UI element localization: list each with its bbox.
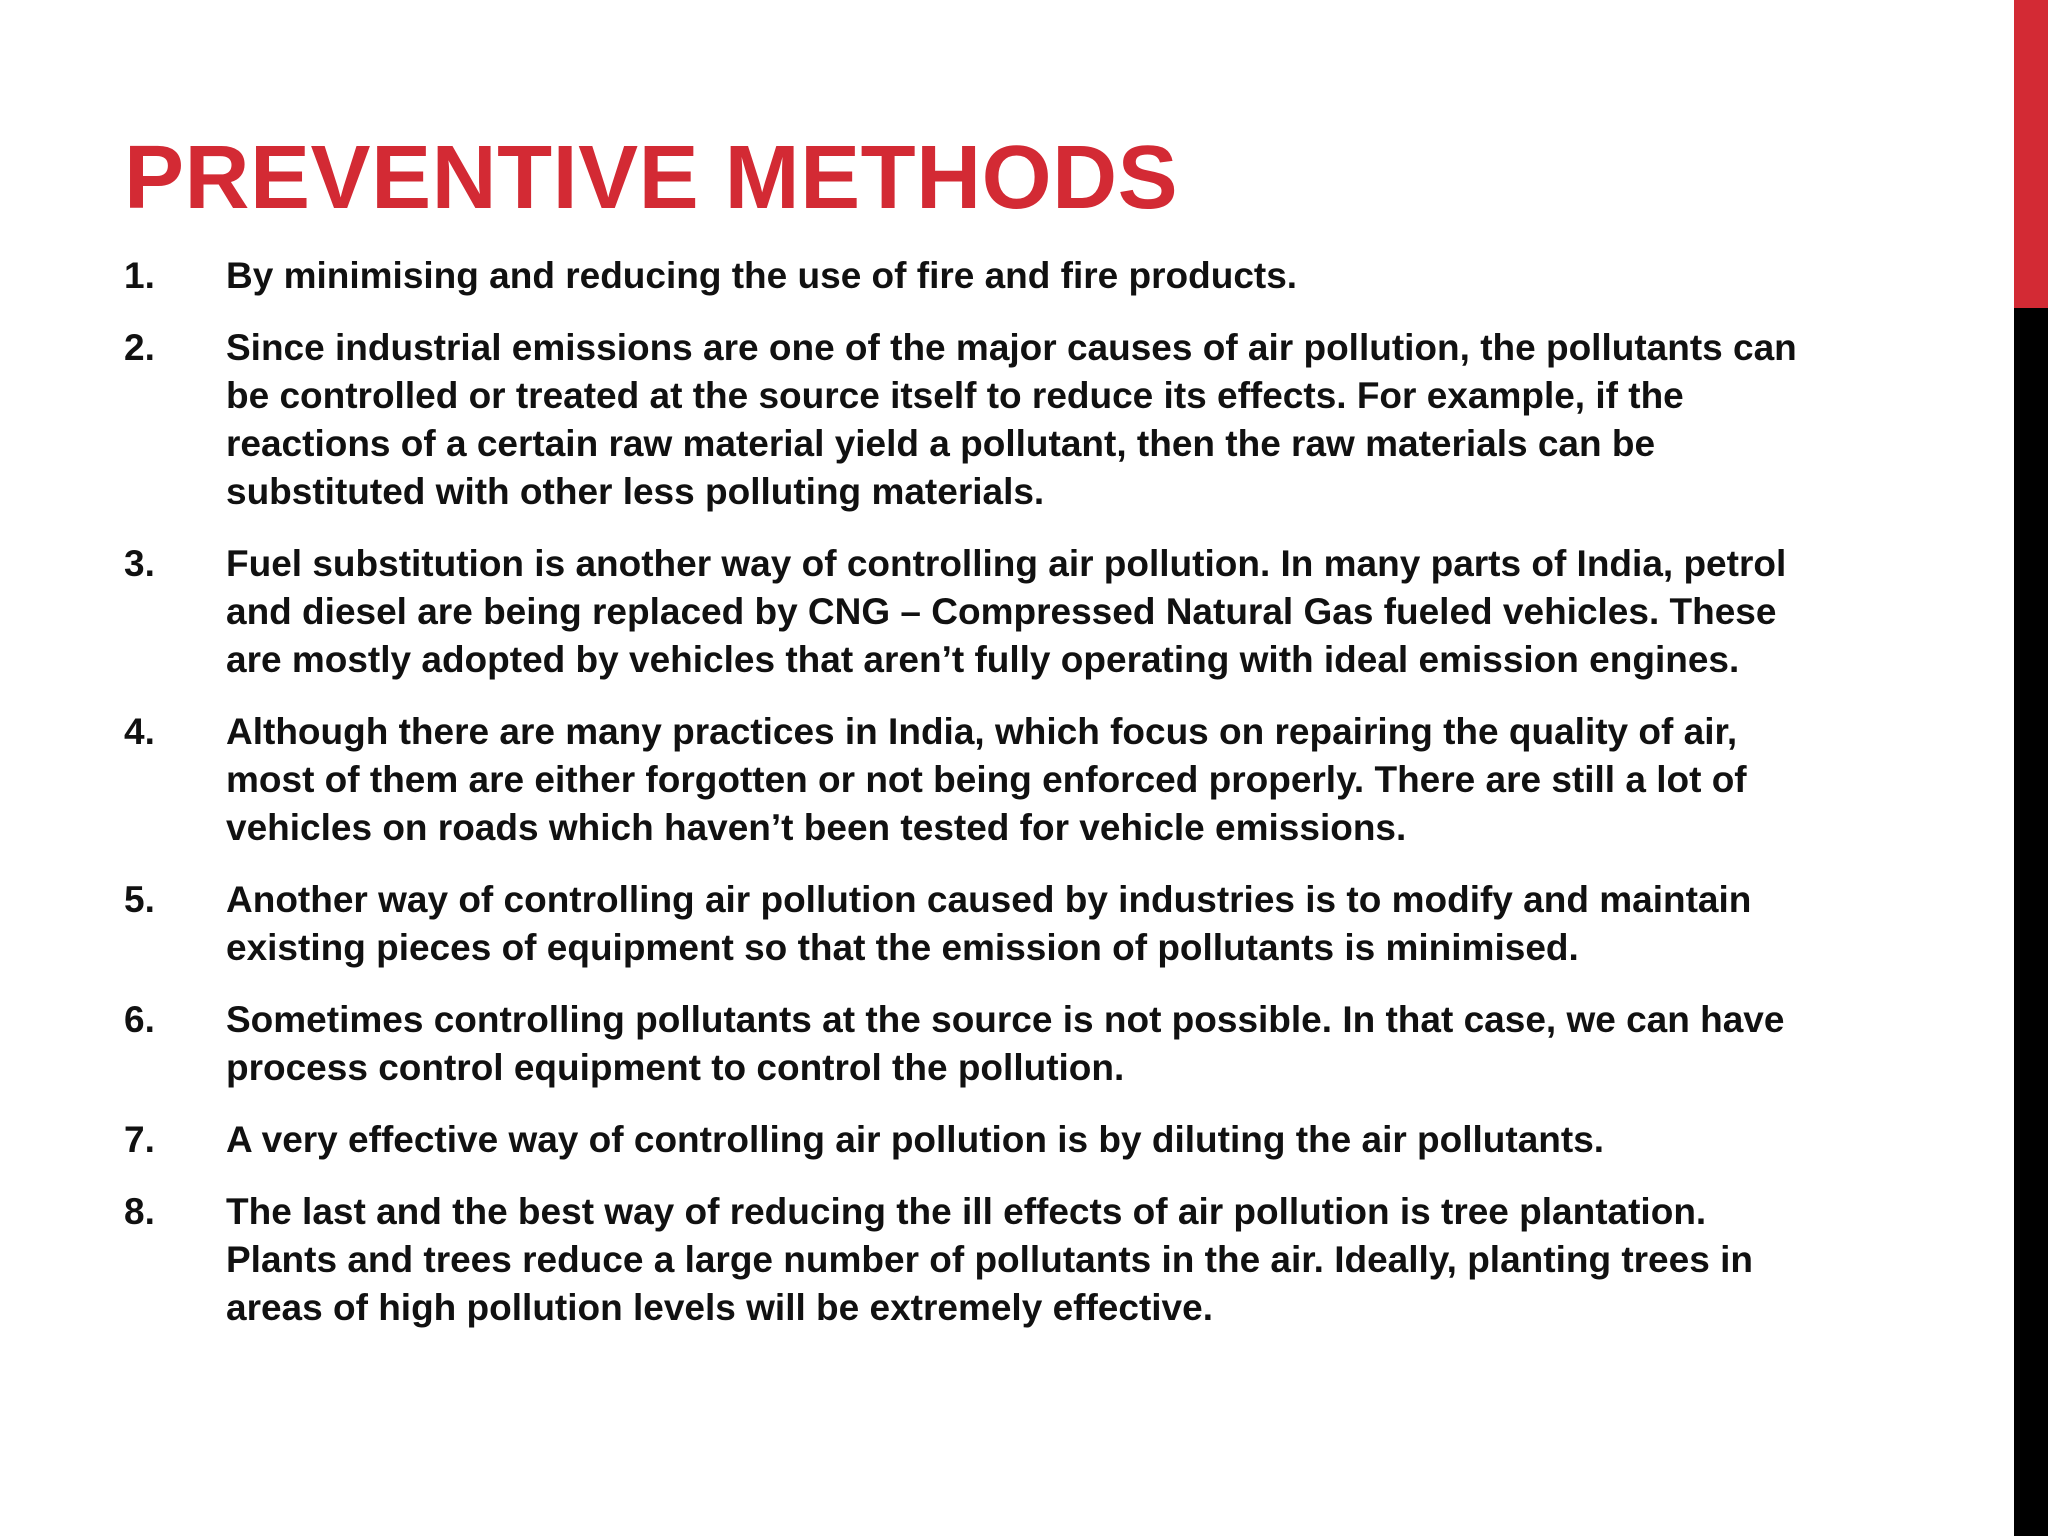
list-item xyxy=(124,996,1804,1092)
accent-bar xyxy=(2014,0,2048,308)
preventive-methods-list xyxy=(124,252,1804,1356)
sidebar-dark-bar xyxy=(2014,308,2048,1536)
item-number: 8. xyxy=(124,1191,155,1232)
list-item xyxy=(124,708,1804,852)
item-text: The last and the best way of reducing the ill effects of air pollution is tree plantation. Plants and trees reduce a large number of pollutants in the air. Ideally, planting trees in areas of high pollution levels will be extremely effective. xyxy=(226,1191,1753,1328)
item-text: Fuel substitution is another way of controlling air pollution. In many parts of India, petrol and diesel are being replaced by CNG – Compressed Natural Gas fueled vehicles. These are mostly adopted by vehicles that aren’t fully operating with ideal emission engines. xyxy=(226,543,1787,680)
list-item xyxy=(124,540,1804,684)
list-item xyxy=(124,252,1804,300)
item-text: By minimising and reducing the use of fire and fire products. xyxy=(226,255,1298,296)
list-item xyxy=(124,876,1804,972)
item-text: Since industrial emissions are one of the major causes of air pollution, the pollutants can be controlled or treated at the source itself to reduce its effects. For example, if the reactions of a certain raw material yield a pollutant, then the raw materials can be substituted with other less polluting materials. xyxy=(226,327,1797,512)
item-number: 4. xyxy=(124,711,155,752)
item-number: 7. xyxy=(124,1119,155,1160)
list-item xyxy=(124,324,1804,516)
item-text: A very effective way of controlling air pollution is by diluting the air pollutants. xyxy=(226,1119,1605,1160)
item-text: Another way of controlling air pollution caused by industries is to modify and maintain existing pieces of equipment so that the emission of pollutants is minimised. xyxy=(226,879,1752,968)
list-item xyxy=(124,1188,1804,1332)
item-text: Sometimes controlling pollutants at the source is not possible. In that case, we can have process control equipment to control the pollution. xyxy=(226,999,1785,1088)
item-number: 6. xyxy=(124,999,155,1040)
item-number: 3. xyxy=(124,543,155,584)
list-item xyxy=(124,1116,1804,1164)
item-number: 2. xyxy=(124,327,155,368)
item-number: 1. xyxy=(124,255,155,296)
slide-title: PREVENTIVE METHODS xyxy=(124,128,1179,228)
item-number: 5. xyxy=(124,879,155,920)
item-text: Although there are many practices in India, which focus on repairing the quality of air, most of them are either forgotten or not being enforced properly. There are still a lot of vehicles on roads which haven’t been tested for vehicle emissions. xyxy=(226,711,1747,848)
